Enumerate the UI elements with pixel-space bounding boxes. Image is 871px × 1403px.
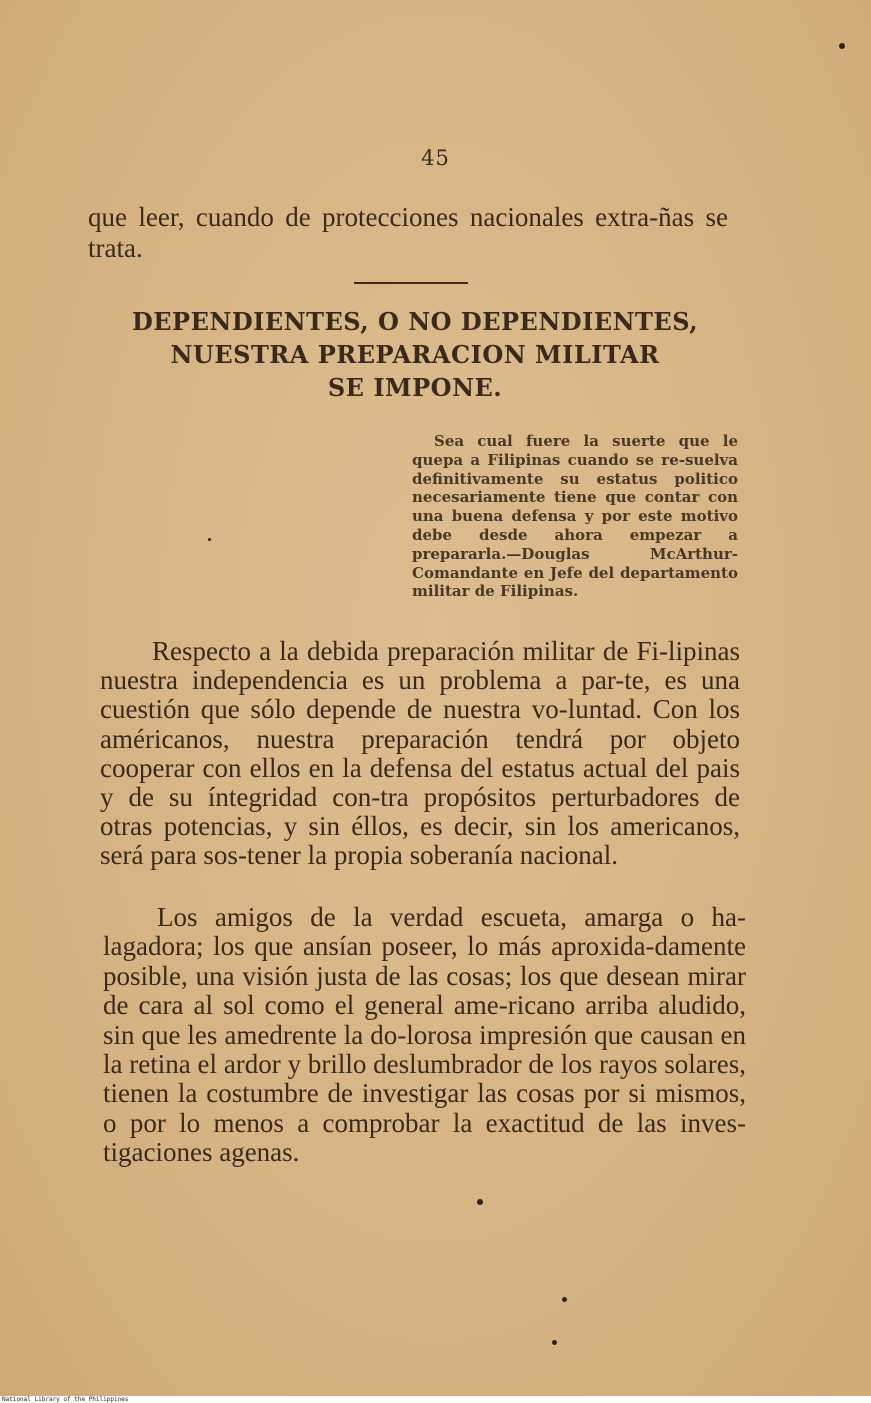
page-number: 45 [421,146,450,170]
heading-line-2: NUESTRA PREPARACION MILITAR [170,340,660,369]
body-paragraph-2: Los amigos de la verdad escueta, amarga o ha-lagadora; los que ansían poseer, lo más aproxida-damente posible, una visión justa de las cosas; los que desean mirar de cara al sol como el general ame-ricano arriba aludido, sin que les amedrente la do-lorosa impresión que causan en la retina el ardor y brillo deslumbrador de los rayos solares, tienen la costumbre de investigar las cosas por si mismos, o por lo menos a comprobar la exactitud de las inves-tigaciones agenas. [103,902,746,1168]
heading-line-3: SE IMPONE. [327,373,503,402]
ink-speck [552,1340,557,1345]
section-heading [100,305,730,404]
ink-speck [208,538,211,541]
section-divider [354,282,468,284]
ink-speck [839,43,845,49]
body-paragraph-1: Respecto a la debida preparación militar de Fi-lipinas nuestra independencia es un problema a par-te, es una cuestión que sólo depende de nuestra vo-luntad. Con los américanos, nuestra preparación tendrá por objeto cooperar con ellos en la defensa del estatus actual del pais y de su íntegridad con-tra propósitos perturbadores de otras potencias, y sin éllos, es decir, sin los americanos, será para sos-tener la propia soberanía nacional. [100,636,740,871]
footer-strip [0,1396,871,1403]
ink-speck [477,1199,483,1205]
continuation-paragraph: que leer, cuando de protecciones nacionales extra-ñas se trata. [88,202,728,263]
footer-credit: National Library of the Philippines [2,1396,129,1403]
epigraph-quote: Sea cual fuere la suerte que le quepa a Filipinas cuando se re-suelva definitivamente su estatus politico necesariamente tiene que contar con una buena defensa y por este motivo debe desde ahora empezar a prepararla.—Douglas McArthur-Comandante en Jefe del departamento militar de Filipinas. [412,432,738,601]
heading-line-1: DEPENDIENTES, O NO DEPENDIENTES, [131,307,699,336]
ink-speck [562,1297,567,1302]
